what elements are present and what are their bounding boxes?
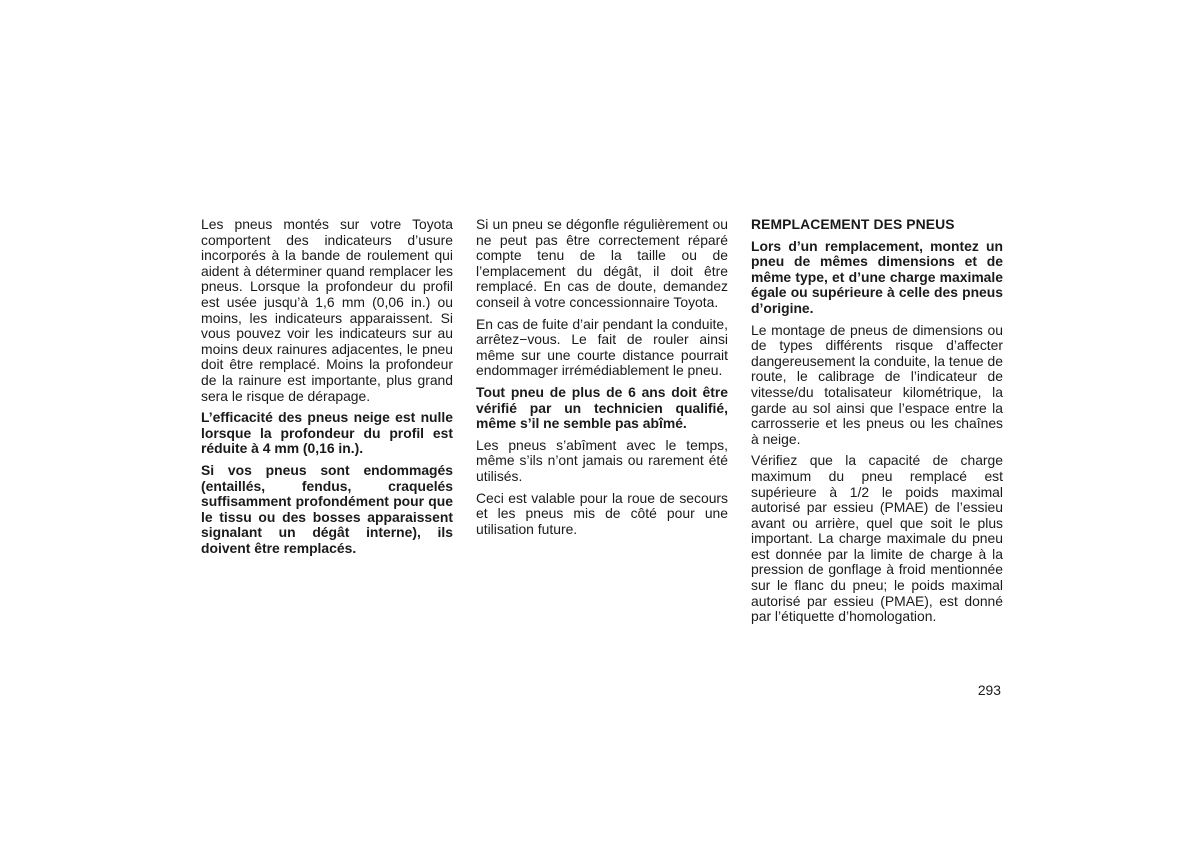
paragraph-load-capacity: Vérifiez que la capacité de charge maximum du pneu remplacé est supérieure à 1/2 le poids maximal autorisé par essieu (PMAE) de l’essieu avant ou arrière, quel que soit le plus important. La charge maximale du pneu est donnée par la limite de charge à la pression de gonflage à froid mentionnée sur le flanc du pneu; le poids maximal autorisé par essieu (PMAE), est donné par l’étiquette d’homologation. [751,452,1003,625]
paragraph-different-sizes-risk: Le montage de pneus de dimensions ou de types différents risque d’affecter dangereusement la conduite, la tenue de route, le calibrage de l’indicateur de vitesse/du totalisateur kilométrique, la garde au sol ainsi que l’espace entre la carrosserie et les pneus ou les chaînes à neige. [751,321,1003,447]
paragraph-air-leak: En cas de fuite d’air pendant la conduite, arrêtez−vous. Le fait de rouler ainsi même sur une courte distance pourrait endommager irrémédiablement le pneu. [476,315,728,379]
page-number: 293 [977,682,1001,698]
paragraph-replacement-rule: Lors d’un remplacement, montez un pneu de mêmes dimensions et de même type, et d’une charge maximale égale ou supérieure à celle des pneus d’origine. [751,237,1003,316]
paragraph-deflating-tire: Si un pneu se dégonfle régulièrement ou ne peut pas être correctement réparé compte tenu de la taille ou de l’emplacement du dégât, il doit être remplacé. En cas de doute, demandez conseil à votre concessionnaire Toyota. [476,216,728,310]
text-column-middle [476,217,728,543]
section-heading: REMPLACEMENT DES PNEUS [751,216,955,232]
paragraph-tread-wear-indicators: Les pneus montés sur votre Toyota comportent des indicateurs d’usure incorporés à la bande de roulement qui aident à déterminer quand remplacer les pneus. Lorsque la profondeur du profil est usée jusqu’à 1,6 mm (0,06 in.) ou moins, les indicateurs apparaissent. Si vous pouvez voir les indicateurs sur au moins deux rainures adjacentes, le pneu doit être remplacé. Moins la profondeur de la rainure est importante, plus grand sera le risque de dérapage. [201,216,453,404]
paragraph-six-year-check: Tout pneu de plus de 6 ans doit être vérifié par un technicien qualifié, même s’il ne semble pas abîmé. [476,383,728,432]
paragraph-spare-tire: Ceci est valable pour la roue de secours et les pneus mis de côté pour une utilisation future. [476,489,728,537]
paragraph-snow-tire-warning: L’efficacité des pneus neige est nulle lorsque la profondeur du profil est réduite à 4 mm (0,16 in.). [201,409,453,457]
text-column-left [201,217,453,562]
text-column-right [751,217,1003,631]
paragraph-aging-tires: Les pneus s’abîment avec le temps, même s’ils n’ont jamais ou rarement été utilisés. [476,436,728,484]
paragraph-damaged-tire-warning: Si vos pneus sont endommagés (entaillés, fendus, craquelés suffisamment profondément pour que le tissu ou des bosses apparaissent signalant un dégât interne), ils doivent être remplacés. [201,461,453,556]
